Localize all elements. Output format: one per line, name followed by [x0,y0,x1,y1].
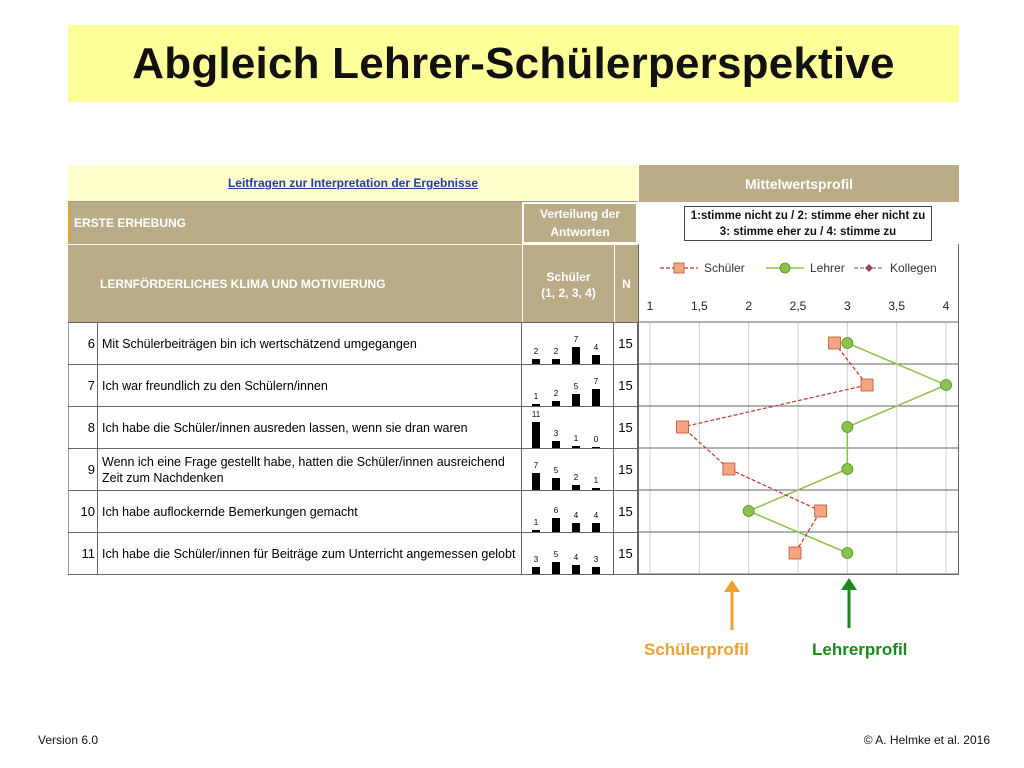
guide-header [68,165,638,202]
distribution-bar-label: 7 [573,335,579,344]
distribution-bars [522,365,614,406]
row-n: 15 [614,491,638,532]
schueler-point [829,337,841,349]
profile-annotations [600,578,960,668]
title-banner [68,25,959,102]
distribution-bars [522,533,614,574]
row-n: 15 [614,407,638,448]
table-row [68,532,638,574]
legend-marker-schueler [674,263,684,273]
lehrerprofil-label: Lehrerprofil [812,640,908,659]
row-number: 11 [68,533,98,574]
lehrer-point [842,548,853,559]
distribution-bar-label: 3 [593,555,599,564]
version-label: Version 6.0 [38,733,99,747]
distribution-bar-label: 0 [593,435,599,444]
schueler-scale-label: (1, 2, 3, 4) [541,286,596,300]
distribution-bars [522,491,614,532]
schueler-point [789,547,801,559]
distribution-bar [572,523,580,532]
scale-legend-cell [638,202,959,244]
table-row [68,406,638,448]
schueler-point [815,505,827,517]
distribution-bar-label: 2 [553,347,559,356]
x-tick-label: 2 [745,299,753,313]
distribution-bar-label: 2 [553,389,559,398]
distribution-bar [532,422,540,448]
distribution-bar [532,567,540,574]
distribution-bar [572,347,580,364]
legend-label: Kollegen [890,261,937,275]
distribution-bar-label: 7 [533,461,539,470]
row-number: 6 [68,323,98,364]
legend-label: Lehrer [810,261,845,275]
distribution-bar [532,473,540,490]
distribution-bar-label: 6 [553,506,559,515]
distribution-bars [522,449,614,490]
page-title: Abgleich Lehrer-Schülerperspektive [132,38,895,88]
legend-marker-kollegen [865,264,873,272]
distribution-bar-label: 4 [593,343,599,352]
mittelwert-chart [638,244,959,575]
legend-label: Schüler [704,261,745,275]
distribution-bar-label: 5 [573,382,579,391]
scale-line-1: 1:stimme nicht zu / 2: stimme eher nicht zu [690,210,926,222]
row-question: Ich habe auflockernde Bemerkungen gemacht [98,491,522,532]
x-tick-label: 1,5 [690,299,708,313]
legend-marker-lehrer [780,263,790,273]
row-n: 15 [614,533,638,574]
row-question: Mit Schülerbeiträgen bin ich wertschätzend umgegangen [98,323,522,364]
distribution-bar-label: 2 [573,473,579,482]
distribution-bar-label: 4 [573,511,579,520]
distribution-bar [552,478,560,490]
schueler-header [522,244,614,322]
row-question: Ich habe die Schüler/innen ausreden lassen, wenn sie dran waren [98,407,522,448]
distribution-bar-label: 11 [531,410,541,419]
row-n: 15 [614,449,638,490]
distribution-bar-label: 1 [533,392,539,401]
distribution-bar [552,518,560,532]
row-number: 9 [68,449,98,490]
copyright-label: © A. Helmke et al. 2016 [863,733,990,747]
distribution-bar-label: 1 [573,434,579,443]
guide-link[interactable]: Leitfragen zur Interpretation der Ergebnisse [227,176,479,190]
distribution-bar-label: 2 [533,347,539,356]
x-tick-label: 1 [646,299,654,313]
row-question: Wenn ich eine Frage gestellt habe, hatten die Schüler/innen ausreichend Zeit zum Nachdenken [98,449,522,490]
distribution-bar-label: 3 [553,429,559,438]
schueler-header-label: Schüler [546,270,591,284]
scale-legend-box [684,206,932,241]
verteilung-header: Verteilung der Antworten [522,202,638,244]
distribution-bar-label: 5 [553,550,559,559]
distribution-bar [592,389,600,406]
row-question: Ich habe die Schüler/innen für Beiträge zum Unterricht angemessen gelobt [98,533,522,574]
table-row [68,490,638,532]
x-tick-label: 2,5 [789,299,807,313]
schuelerprofil-label: Schülerprofil [644,640,749,659]
x-tick-label: 4 [942,299,950,313]
distribution-bar [592,355,600,364]
distribution-bar-label: 7 [593,377,599,386]
distribution-bar-label: 4 [573,553,579,562]
table-row [68,322,638,364]
row-n: 15 [614,323,638,364]
table-row [68,364,638,406]
row-number: 10 [68,491,98,532]
distribution-bar [592,567,600,574]
distribution-bars [522,323,614,364]
mittelwert-header: Mittelwertsprofil [638,165,959,202]
table-row [68,448,638,490]
erste-erhebung-header: ERSTE ERHEBUNG [68,202,522,244]
row-n: 15 [614,365,638,406]
distribution-bar [572,565,580,574]
schueler-point [723,463,735,475]
distribution-bar [552,441,560,448]
n-header: N [614,244,638,322]
scale-line-2: 3: stimme eher zu / 4: stimme zu [719,226,897,238]
schueler-point [861,379,873,391]
distribution-bar [552,562,560,574]
lehrer-point [842,464,853,475]
distribution-bar-label: 1 [533,518,539,527]
section-header: LERNFÖRDERLICHES KLIMA UND MOTIVIERUNG [68,244,522,322]
row-number: 7 [68,365,98,406]
distribution-bar [592,523,600,532]
x-tick-label: 3 [843,299,851,313]
distribution-bar-label: 4 [593,511,599,520]
lehrer-point [842,338,853,349]
schueler-point [677,421,689,433]
distribution-bar [572,394,580,406]
lehrer-point [842,422,853,433]
distribution-bar-label: 1 [593,476,599,485]
schueler-arrow [724,580,740,630]
row-question: Ich war freundlich zu den Schülern/innen [98,365,522,406]
distribution-bar-label: 3 [533,555,539,564]
lehrer-point [743,506,754,517]
distribution-bar-label: 5 [553,466,559,475]
x-tick-label: 3,5 [888,299,906,313]
row-number: 8 [68,407,98,448]
lehrer-arrow [841,578,857,628]
distribution-bars [522,407,614,448]
lehrer-point [941,380,952,391]
